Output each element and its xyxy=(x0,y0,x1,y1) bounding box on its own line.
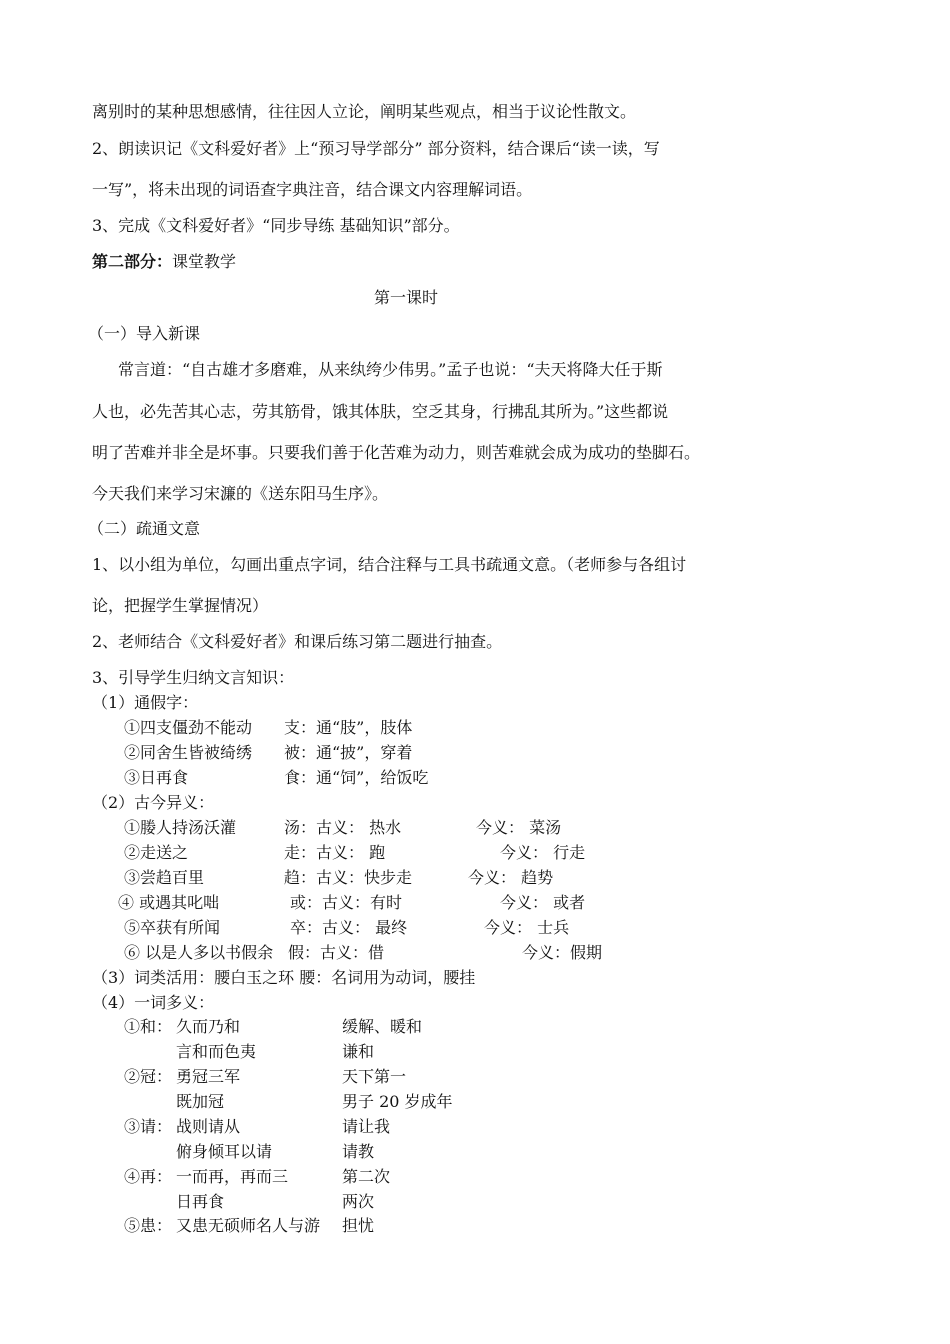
table-cell: ③日再食 xyxy=(124,768,189,787)
text-line: 3、完成《文科爱好者》“同步导练 基础知识”部分。 xyxy=(92,216,460,235)
paragraph-line: 今天我们来学习宋濂的《送东阳马生序》。 xyxy=(92,484,389,503)
table-cell: 支：通“肢”，肢体 xyxy=(284,718,413,737)
table-cell: ⑤卒获有所闻 xyxy=(124,918,221,937)
table-cell: 请教 xyxy=(342,1142,375,1161)
table-cell: 卒：古义： 最终 xyxy=(290,918,408,937)
table-cell: 第二次 xyxy=(342,1167,391,1186)
table-cell: 被：通“披”，穿着 xyxy=(284,743,413,762)
table-cell: ①和： xyxy=(124,1017,173,1036)
table-cell: 趋：古义：快步走 xyxy=(284,868,413,887)
table-cell: ⑥ 以是人多以书假余 xyxy=(124,943,274,962)
text-line: 2、朗读识记《文科爱好者》上“预习导学部分” 部分资料，结合课后“读一读，写 xyxy=(92,139,660,158)
table-cell: ③尝趋百里 xyxy=(124,868,205,887)
table-cell: 今义： 趋势 xyxy=(468,868,554,887)
lesson-title: 第一课时 xyxy=(374,288,439,307)
table-cell: ④再： xyxy=(124,1167,173,1186)
table-cell: 又患无硕师名人与游 xyxy=(176,1216,321,1235)
table-cell: ①媵人持汤沃灌 xyxy=(124,818,237,837)
subheading-cilei: （3）词类活用：腰白玉之环 腰：名词用为动词，腰挂 xyxy=(92,968,476,987)
table-cell: 今义：假期 xyxy=(522,943,603,962)
section-heading-bold: 第二部分： xyxy=(92,252,173,271)
table-cell: ②走送之 xyxy=(124,843,189,862)
table-cell: 今义： 士兵 xyxy=(484,918,570,937)
table-cell: 汤：古义： 热水 xyxy=(284,818,402,837)
table-cell: ②冠： xyxy=(124,1067,173,1086)
paragraph-line: 明了苦难并非全是坏事。只要我们善于化苦难为动力，则苦难就会成为成功的垫脚石。 xyxy=(92,443,701,462)
subheading-yici: （4）一词多义： xyxy=(92,993,215,1012)
table-cell: ②同舍生皆被绮绣 xyxy=(124,743,253,762)
table-cell: ①四支僵劲不能动 xyxy=(124,718,253,737)
subheading-gujin: （2）古今异义： xyxy=(92,793,215,812)
table-cell: 既加冠 xyxy=(176,1092,225,1111)
table-cell: ⑤患： xyxy=(124,1216,173,1235)
list-item: 2、老师结合《文科爱好者》和课后练习第二题进行抽查。 xyxy=(92,632,503,651)
table-cell: 缓解、暖和 xyxy=(342,1017,423,1036)
table-cell: ③请： xyxy=(124,1117,173,1136)
table-cell: 勇冠三军 xyxy=(176,1067,241,1086)
subheading-tongjia: （1）通假字： xyxy=(92,693,199,712)
section-heading-rest: 课堂教学 xyxy=(172,252,237,271)
section-heading xyxy=(92,252,236,272)
table-cell: 假：古义：借 xyxy=(288,943,385,962)
text-line: 离别时的某种思想感情，往往因人立论，阐明某些观点，相当于议论性散文。 xyxy=(92,102,637,121)
paragraph-line: 常言道：“自古雄才多磨难，从来纨绔少伟男。”孟子也说：“夫天将降大任于斯 xyxy=(118,360,663,379)
table-cell: 日再食 xyxy=(176,1192,225,1211)
table-cell: 食：通“饲”，给饭吃 xyxy=(284,768,429,787)
table-cell: 走：古义： 跑 xyxy=(284,843,386,862)
table-cell: 今义： 行走 xyxy=(500,843,586,862)
table-cell: 担忧 xyxy=(342,1216,375,1235)
table-cell: 今义： 菜汤 xyxy=(476,818,562,837)
table-cell: 或：古义：有时 xyxy=(290,893,403,912)
table-cell: 男子 20 岁成年 xyxy=(342,1092,453,1111)
table-cell: 今义： 或者 xyxy=(500,893,586,912)
paragraph-line: 人也，必先苦其心志，劳其筋骨，饿其体肤，空乏其身，行拂乱其所为。”这些都说 xyxy=(92,402,669,421)
table-cell: 天下第一 xyxy=(342,1067,407,1086)
list-item: 论，把握学生掌握情况） xyxy=(92,596,269,615)
table-cell: 战则请从 xyxy=(176,1117,241,1136)
table-cell: 谦和 xyxy=(342,1042,375,1061)
list-item: 3、引导学生归纳文言知识： xyxy=(92,668,295,687)
table-cell: 两次 xyxy=(342,1192,375,1211)
table-cell: 久而乃和 xyxy=(176,1017,241,1036)
table-cell: 俯身倾耳以请 xyxy=(176,1142,273,1161)
table-cell: 一而再，再而三 xyxy=(176,1167,289,1186)
text-line: 一写”，将未出现的词语查字典注音，结合课文内容理解词语。 xyxy=(92,180,533,199)
table-cell: ④ 或遇其叱咄 xyxy=(118,893,220,912)
table-cell: 请让我 xyxy=(342,1117,391,1136)
subsection-heading: （一）导入新课 xyxy=(88,324,201,343)
list-item: 1、以小组为单位，勾画出重点字词，结合注释与工具书疏通文意。（老师参与各组讨 xyxy=(92,555,687,574)
table-cell: 言和而色夷 xyxy=(176,1042,257,1061)
subsection-heading: （二）疏通文意 xyxy=(88,519,201,538)
